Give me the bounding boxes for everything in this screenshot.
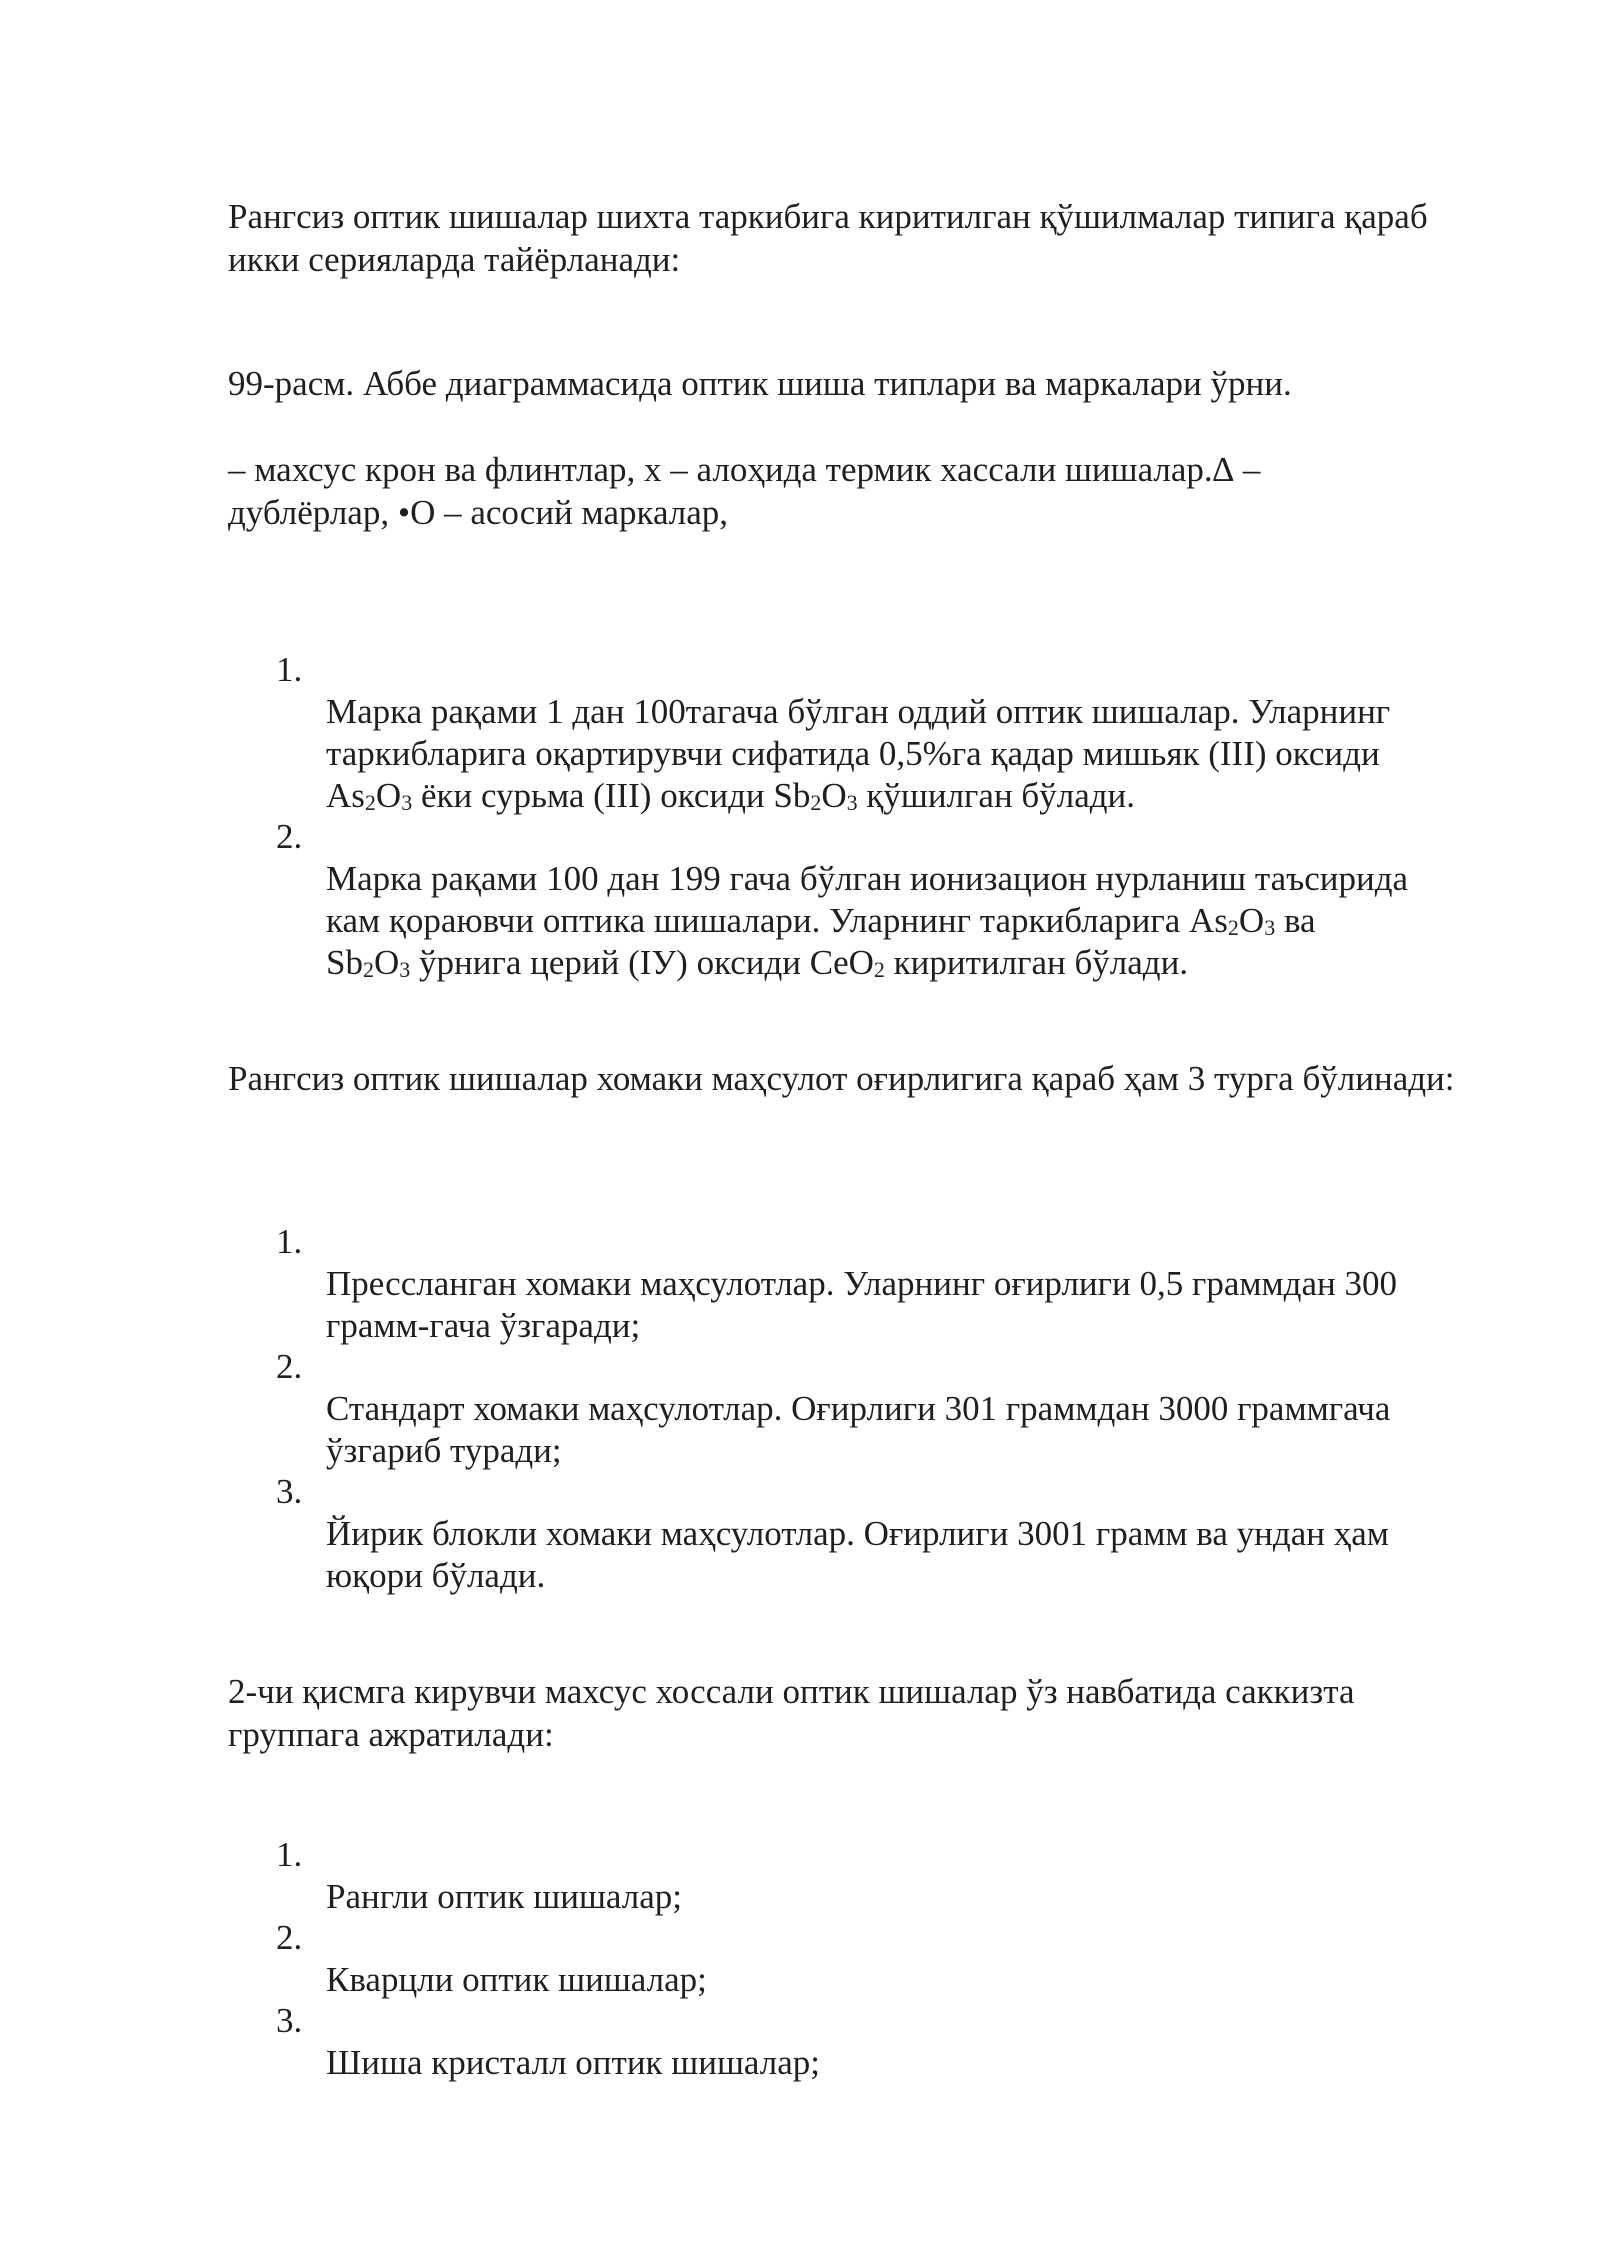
weight-item-2-line-1: Стандарт хомаки маҳсулотлар. Оғирлиги 301 граммдан 3000 граммгача (326, 1389, 1391, 1428)
weight-item-1-line-1: Прессланган хомаки маҳсулотлар. Уларнинг оғирлиги 0,5 граммдан 300 (326, 1264, 1397, 1303)
groups-item-number: 3. (276, 2001, 303, 2040)
groups-item-2: Кварцли оптик шишалар; (326, 1960, 707, 1999)
groups-item-3: Шиша кристалл оптик шишалар; (326, 2043, 820, 2082)
series-item-1-line-1: Марка рақами 1 дан 100тагача бўлган оддий оптик шишалар. Уларнинг (326, 692, 1391, 731)
weight-item-number: 1. (276, 1222, 303, 1261)
series-item-1-line-2: таркибларига оқартирувчи сифатида 0,5%га қадар мишьяк (III) оксиди (326, 734, 1380, 773)
weight-item-2-line-2: ўзгариб туради; (326, 1431, 562, 1470)
groups-item-number: 1. (276, 1835, 303, 1874)
series-item-1-line-3: $As_2O_3$ ёки сурьма (III) оксиди $Sb_2O_3$ қўшилган бўлади. (326, 776, 1136, 815)
series-item-2-line-1: Марка рақами 100 дан 199 гача бўлган ионизацион нурланиш таъсирида (326, 859, 1409, 898)
weight-item-1-line-2: грамм-гача ўзгаради; (326, 1306, 641, 1345)
weight-item-number: 3. (276, 1472, 303, 1511)
series-item-number: 2. (276, 817, 303, 856)
intro-series-paragraph: Рангсиз оптик шишалар шихта таркибига киритилган қўшилмалар типига қараб икки серияларда тайёрланади: (228, 197, 1428, 279)
figure-caption: 99-расм. Аббе диаграммасида оптик шиша типлари ва маркалари ўрни. (228, 364, 1292, 403)
weight-item-3-line-2: юқори бўлади. (326, 1556, 546, 1595)
legend-line-2: дублёрлар, •O – асосий маркалар, (228, 493, 729, 532)
groups-item-1: Рангли оптик шишалар; (326, 1877, 682, 1916)
intro-groups-paragraph: 2-чи қисмга кирувчи махсус хоссали оптик шишалар ўз навбатида саккизта группага ажратилади: (228, 1672, 1355, 1754)
series-item-2-line-2: кам қораювчи оптика шишалари. Уларнинг таркибларига $As_2O_3$ ва (326, 901, 1316, 940)
intro-weight-paragraph: Рангсиз оптик шишалар хомаки маҳсулот оғирлигига қараб ҳам 3 турга бўлинади: (228, 1059, 1455, 1098)
groups-item-number: 2. (276, 1918, 303, 1957)
series-item-number: 1. (276, 650, 303, 689)
weight-item-number: 2. (276, 1347, 303, 1386)
legend-line-1: – махсус крон ва флинтлар, x – алоҳида термик хассали шишалар.∆ – (228, 450, 1261, 489)
weight-item-3-line-1: Йирик блокли хомаки маҳсулотлар. Оғирлиги 3001 грамм ва ундан ҳам (326, 1514, 1389, 1553)
series-item-2-line-3: $Sb_2O_3$ ўрнига церий (ІУ) оксиди CeO$_2$ киритилган бўлади. (326, 943, 1189, 982)
